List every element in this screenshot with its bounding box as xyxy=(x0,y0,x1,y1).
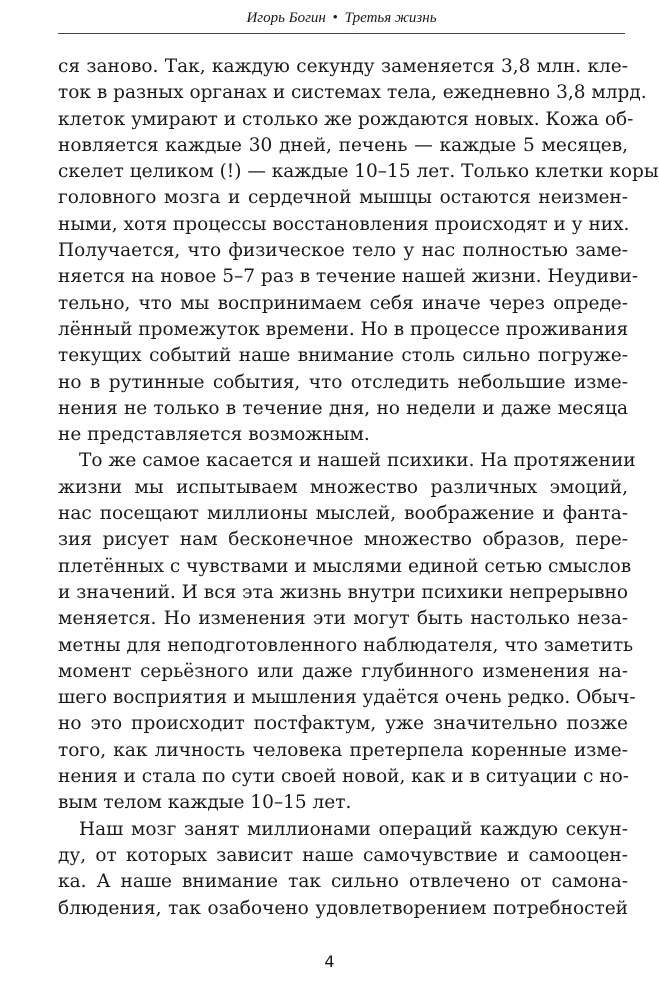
text-line: но это происходит постфактум, уже значительно позже xyxy=(58,713,628,735)
text-line: головного мозга и сердечной мышцы остаются неизмен- xyxy=(58,187,628,209)
text-line: Наш мозг занят миллионами операций каждую секун- xyxy=(79,818,628,840)
text-line: и значений. И вся эта жизнь внутри психики непрерывно xyxy=(58,581,628,603)
text-line: новляется каждые 30 дней, печень — каждые 5 месяцев, xyxy=(58,134,628,156)
text-line: тельно, что мы воспринимаем себя иначе через опреде- xyxy=(58,292,628,314)
text-line: блюдения, так озабочено удовлетворением потребностей xyxy=(58,897,628,919)
header-author: Игорь Богин xyxy=(246,10,326,26)
page-number: 4 xyxy=(324,952,335,971)
text-line: того, как личность человека претерпела коренные изме- xyxy=(58,739,628,761)
text-line: лённый промежуток времени. Но в процессе проживания xyxy=(58,318,629,340)
text-line: текущих событий наше внимание столь сильно погруже- xyxy=(58,345,628,367)
text-line: нения не только в течение дня, но недели и даже месяца xyxy=(58,397,628,419)
text-line: ными, хотя процессы восстановления происходят и у них. xyxy=(58,213,630,235)
text-line: не представляется возможным. xyxy=(58,424,370,446)
text-line: меняется. Но изменения эти могут быть настолько неза- xyxy=(58,608,628,630)
text-line: скелет целиком (!) — каждые 10–15 лет. Только клетки коры xyxy=(58,161,659,183)
text-line: ду, от которых зависит наше самочувствие и самооцен- xyxy=(58,844,628,866)
text-line: но в рутинные события, что отследить небольшие изме- xyxy=(58,371,628,393)
text-line: вым телом каждые 10–15 лет. xyxy=(58,792,352,814)
body-text xyxy=(58,54,659,922)
header-separator: • xyxy=(332,10,338,26)
text-line: зия рисует нам бесконечное множество образов, пере- xyxy=(58,529,628,551)
text-line: шего восприятия и мышления удаётся очень редко. Обыч- xyxy=(58,687,636,709)
running-header xyxy=(58,0,625,34)
text-line: ток в разных органах и системах тела, ежедневно 3,8 млрд. xyxy=(58,82,647,104)
text-line: жизни мы испытываем множество различных эмоций, xyxy=(58,476,628,498)
text-line: клеток умирают и столько же рождаются новых. Кожа об- xyxy=(58,108,634,130)
text-line: Получается, что физическое тело у нас полностью заме- xyxy=(58,240,628,262)
header-book-title: Третья жизнь xyxy=(344,10,437,26)
text-line: метны для неподготовленного наблюдателя, что заметить xyxy=(58,634,634,656)
text-line: ка. А наше внимание так сильно отвлечено от самона- xyxy=(58,871,628,893)
text-line: нения и стала по сути своей новой, как и в ситуации с но- xyxy=(58,766,629,788)
text-line: момент серьёзного или даже глубинного изменения на- xyxy=(58,660,628,682)
text-line: То же самое касается и нашей психики. На протяжении xyxy=(79,450,636,472)
text-line: ся заново. Так, каждую секунду заменяется 3,8 млн. кле- xyxy=(58,56,628,77)
text-line: няется на новое 5–7 раз в течение нашей жизни. Неудиви- xyxy=(58,266,639,288)
text-line: плетённых с чувствами и мыслями единой сетью смыслов xyxy=(58,555,632,577)
text-line: нас посещают миллионы мыслей, воображение и фанта- xyxy=(58,503,628,525)
